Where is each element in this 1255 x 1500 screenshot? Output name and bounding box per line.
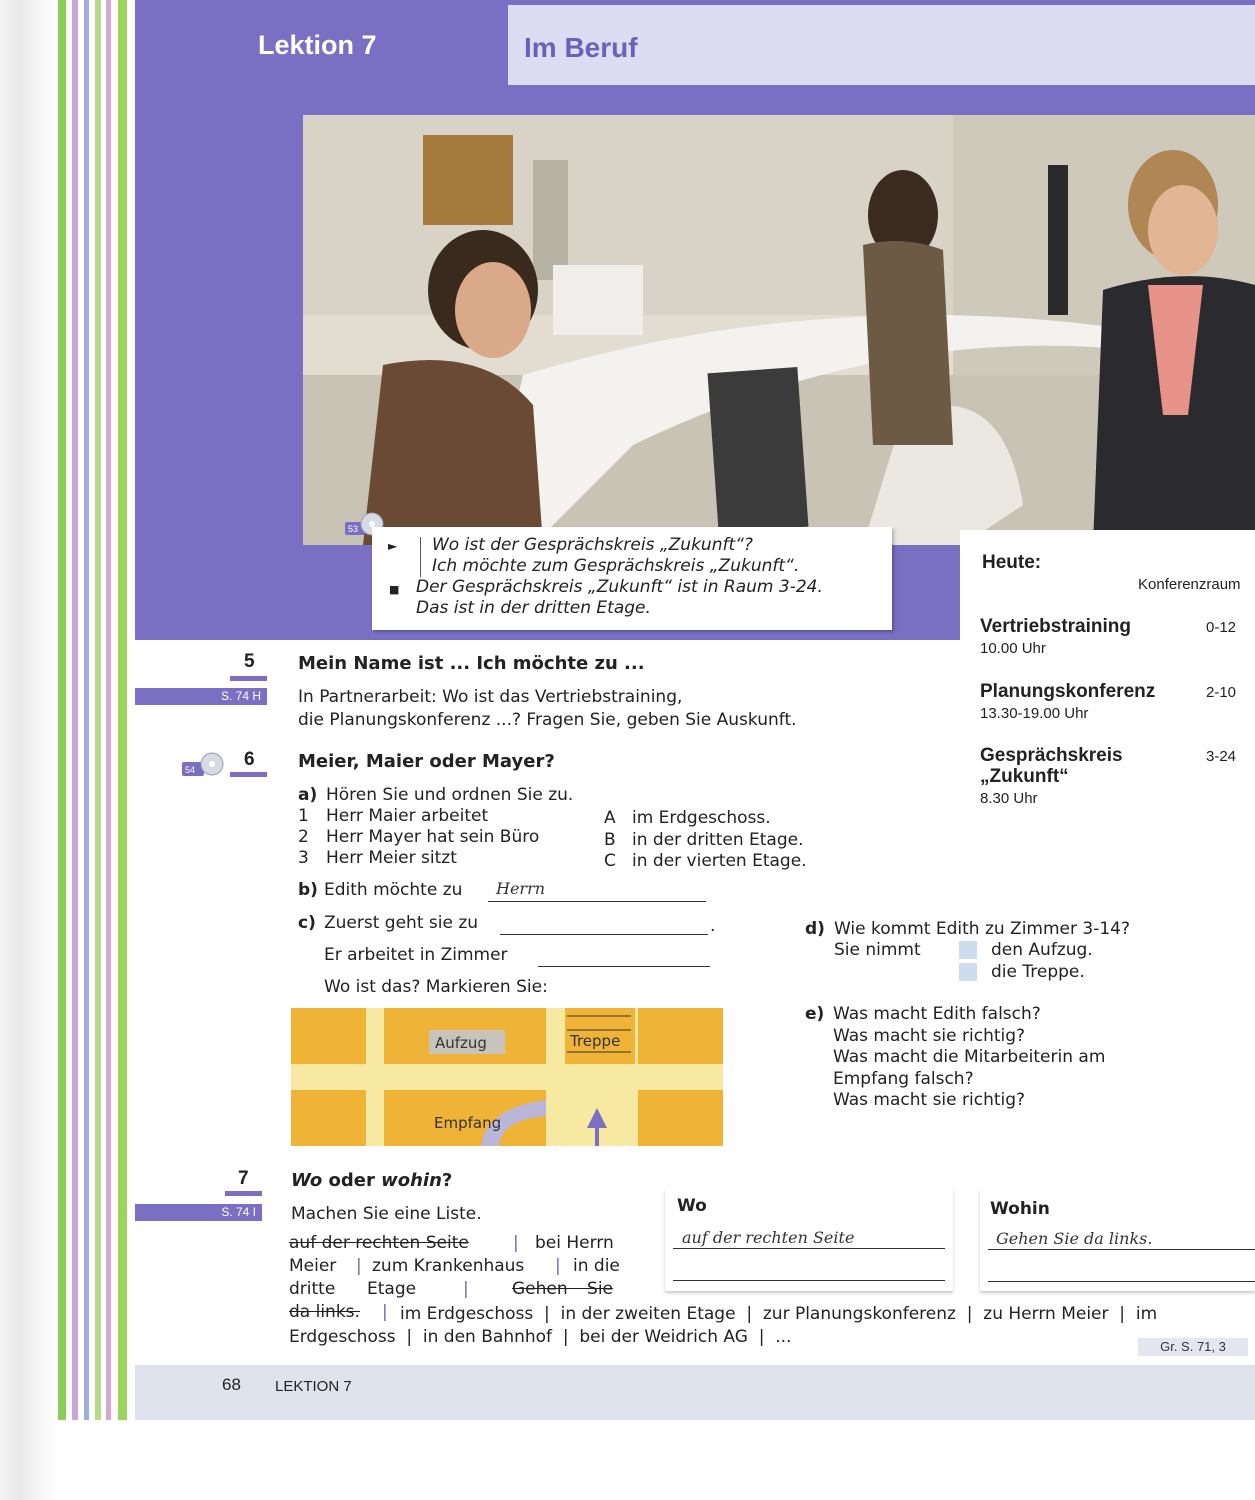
task-label: e) [805, 1004, 825, 1024]
event-room: 3-24 [1206, 748, 1237, 765]
task-text: Er arbeitet in Zimmer [324, 945, 508, 965]
event-room: 2-10 [1206, 684, 1237, 701]
wohin-header: Wohin [990, 1199, 1050, 1219]
word-bank-item: auf der rechten Seite [289, 1233, 469, 1253]
option-text: in der dritten Etage. [632, 830, 804, 850]
word-bank-item: Meier [289, 1256, 337, 1276]
exercise-number-underline [230, 772, 267, 777]
word-bank-item: da links. [289, 1302, 360, 1322]
speaker-arrow-icon: ► [388, 539, 398, 553]
handwritten-answer[interactable]: Gehen Sie da links. [996, 1229, 1153, 1248]
schedule-room-header: Konferenzraum [1138, 576, 1241, 593]
task-text: Zuerst geht sie zu [324, 913, 479, 933]
page-edge-stripe [84, 0, 89, 1420]
exercise-text: In Partnerarbeit: Wo ist das Vertriebstraining, [298, 687, 683, 707]
topic-title: Im Beruf [524, 32, 638, 63]
checkbox-treppe[interactable] [959, 963, 977, 981]
task-label: b) [298, 880, 318, 900]
separator: | [555, 1256, 561, 1276]
checkbox-aufzug[interactable] [959, 941, 977, 959]
page-edge-stripe [95, 0, 101, 1420]
option-text: den Aufzug. [991, 940, 1093, 960]
event-time: 13.30-19.00 Uhr [980, 705, 1089, 722]
title-wohin: wohin [381, 1170, 442, 1191]
handwritten-answer[interactable]: auf der rechten Seite [682, 1228, 855, 1247]
separator: | [356, 1256, 362, 1276]
task-text: Sie nimmt [834, 940, 921, 960]
option-letter: A [604, 808, 616, 828]
answer-line[interactable] [988, 1281, 1255, 1282]
task-label: d) [805, 919, 825, 939]
cd-track-number: 53 [348, 524, 359, 534]
floor-plan [291, 1008, 723, 1146]
option-text: im Erdgeschoss. [632, 808, 771, 828]
item-number: 1 [298, 806, 309, 826]
dialogue-line: Der Gesprächskreis „Zukunft“ ist in Raum 3-24. [416, 577, 823, 597]
item-number: 2 [298, 827, 309, 847]
workbook-ref-tag: S. 74 I [135, 1204, 262, 1221]
word-bank-row: im Erdgeschoss | in der zweiten Etage | zur Planungskonferenz | zu Herrn Meier | im [400, 1304, 1158, 1324]
dialogue-line: Ich möchte zum Gesprächskreis „Zukunft“. [432, 556, 800, 576]
task-label: c) [298, 913, 316, 933]
title-wo: Wo [291, 1170, 323, 1191]
reception-photo [303, 115, 1255, 545]
item-number: 3 [298, 848, 309, 868]
exercise-text: die Planungskonferenz ...? Fragen Sie, geben Sie Auskunft. [298, 710, 797, 730]
option-letter: B [604, 830, 616, 850]
task-label: a) [298, 785, 318, 805]
answer-line[interactable] [488, 901, 706, 902]
dialogue-line: Das ist in der dritten Etage. [416, 598, 651, 618]
item-text: Herr Meier sitzt [326, 848, 457, 868]
event-room: 0-12 [1206, 619, 1237, 636]
event-name: Gesprächskreis [980, 745, 1123, 766]
separator: | [463, 1279, 469, 1299]
separator: | [513, 1233, 519, 1253]
exercise-instruction: Machen Sie eine Liste. [291, 1204, 482, 1224]
exercise-number: 7 [238, 1168, 249, 1189]
plan-aufzug-label: Aufzug [435, 1034, 487, 1052]
punctuation: . [710, 916, 716, 936]
schedule-board [960, 530, 1255, 835]
question-line: Was macht die Mitarbeiterin am [833, 1047, 1106, 1067]
divider [420, 537, 421, 577]
plan-empfang-label: Empfang [434, 1114, 502, 1132]
exercise-number-underline [230, 676, 267, 681]
event-time: 8.30 Uhr [980, 790, 1038, 807]
task-text: Wo ist das? Markieren Sie: [324, 977, 548, 997]
word-bank-item: zum Krankenhaus [372, 1256, 525, 1276]
page-edge-stripe [58, 0, 66, 1420]
exercise-number: 6 [244, 749, 255, 770]
option-text: in der vierten Etage. [632, 851, 807, 871]
exercise-title [291, 1170, 452, 1191]
wo-header: Wo [677, 1196, 707, 1216]
word-bank-item: bei Herrn [535, 1233, 614, 1253]
lesson-title: Lektion 7 [258, 30, 377, 60]
event-time: 10.00 Uhr [980, 640, 1046, 657]
handwritten-answer[interactable]: Herrn [496, 879, 546, 898]
word-bank-item: Etage [367, 1279, 417, 1299]
page-edge-stripe [106, 0, 111, 1420]
page-number: 68 [222, 1375, 241, 1394]
wohin-list [980, 1188, 1255, 1291]
event-name-cont: „Zukunft“ [980, 766, 1069, 787]
title-mid: oder [322, 1170, 382, 1191]
word-bank-item: dritte [289, 1279, 336, 1299]
page-edge-stripe [72, 0, 78, 1420]
dialogue-line: Wo ist der Gesprächskreis „Zukunft“? [432, 535, 753, 555]
question-line: Was macht sie richtig? [833, 1026, 1026, 1046]
separator: | [382, 1302, 388, 1322]
answer-line[interactable] [673, 1248, 945, 1249]
question-line: Was macht sie richtig? [833, 1090, 1026, 1110]
cd-icon [182, 752, 226, 784]
grammar-ref-tag: Gr. S. 71, 3 [1138, 1338, 1248, 1356]
word-bank-item: Gehen Sie [512, 1279, 614, 1299]
exercise-title: Meier, Maier oder Mayer? [298, 751, 555, 772]
schedule-heading: Heute: [982, 552, 1042, 573]
workbook-ref-tag: S. 74 H [135, 688, 267, 705]
event-name: Planungskonferenz [980, 681, 1156, 702]
task-text: Hören Sie und ordnen Sie zu. [326, 785, 574, 805]
answer-line[interactable] [500, 934, 708, 935]
question-line: Empfang falsch? [833, 1069, 974, 1089]
task-text: Wie kommt Edith zu Zimmer 3-14? [834, 919, 1130, 939]
word-bank-row: Erdgeschoss | in den Bahnhof | bei der Weidrich AG | ... [289, 1327, 792, 1347]
title-end: ? [441, 1170, 453, 1191]
speaker-square-icon: ■ [389, 583, 400, 596]
item-text: Herr Maier arbeitet [326, 806, 489, 826]
answer-line[interactable] [538, 966, 710, 967]
task-text: Edith möchte zu [324, 880, 463, 900]
exercise-number: 5 [244, 651, 255, 672]
word-bank-item: in die [573, 1256, 620, 1276]
item-text: Herr Mayer hat sein Büro [326, 827, 540, 847]
event-name: Vertriebstraining [980, 616, 1131, 637]
answer-line[interactable] [988, 1249, 1255, 1250]
wo-list [665, 1188, 953, 1291]
page-edge-stripe [118, 0, 127, 1420]
exercise-title: Mein Name ist ... Ich möchte zu ... [298, 653, 645, 674]
option-text: die Treppe. [991, 962, 1085, 982]
answer-line[interactable] [673, 1280, 945, 1281]
exercise-number-underline [225, 1191, 262, 1196]
question-line: Was macht Edith falsch? [833, 1004, 1041, 1024]
option-letter: C [604, 851, 616, 871]
footer-label: LEKTION 7 [275, 1378, 352, 1395]
plan-treppe-label: Treppe [570, 1032, 621, 1050]
dialogue-box [372, 527, 892, 630]
cd-track-number: 54 [185, 765, 196, 775]
